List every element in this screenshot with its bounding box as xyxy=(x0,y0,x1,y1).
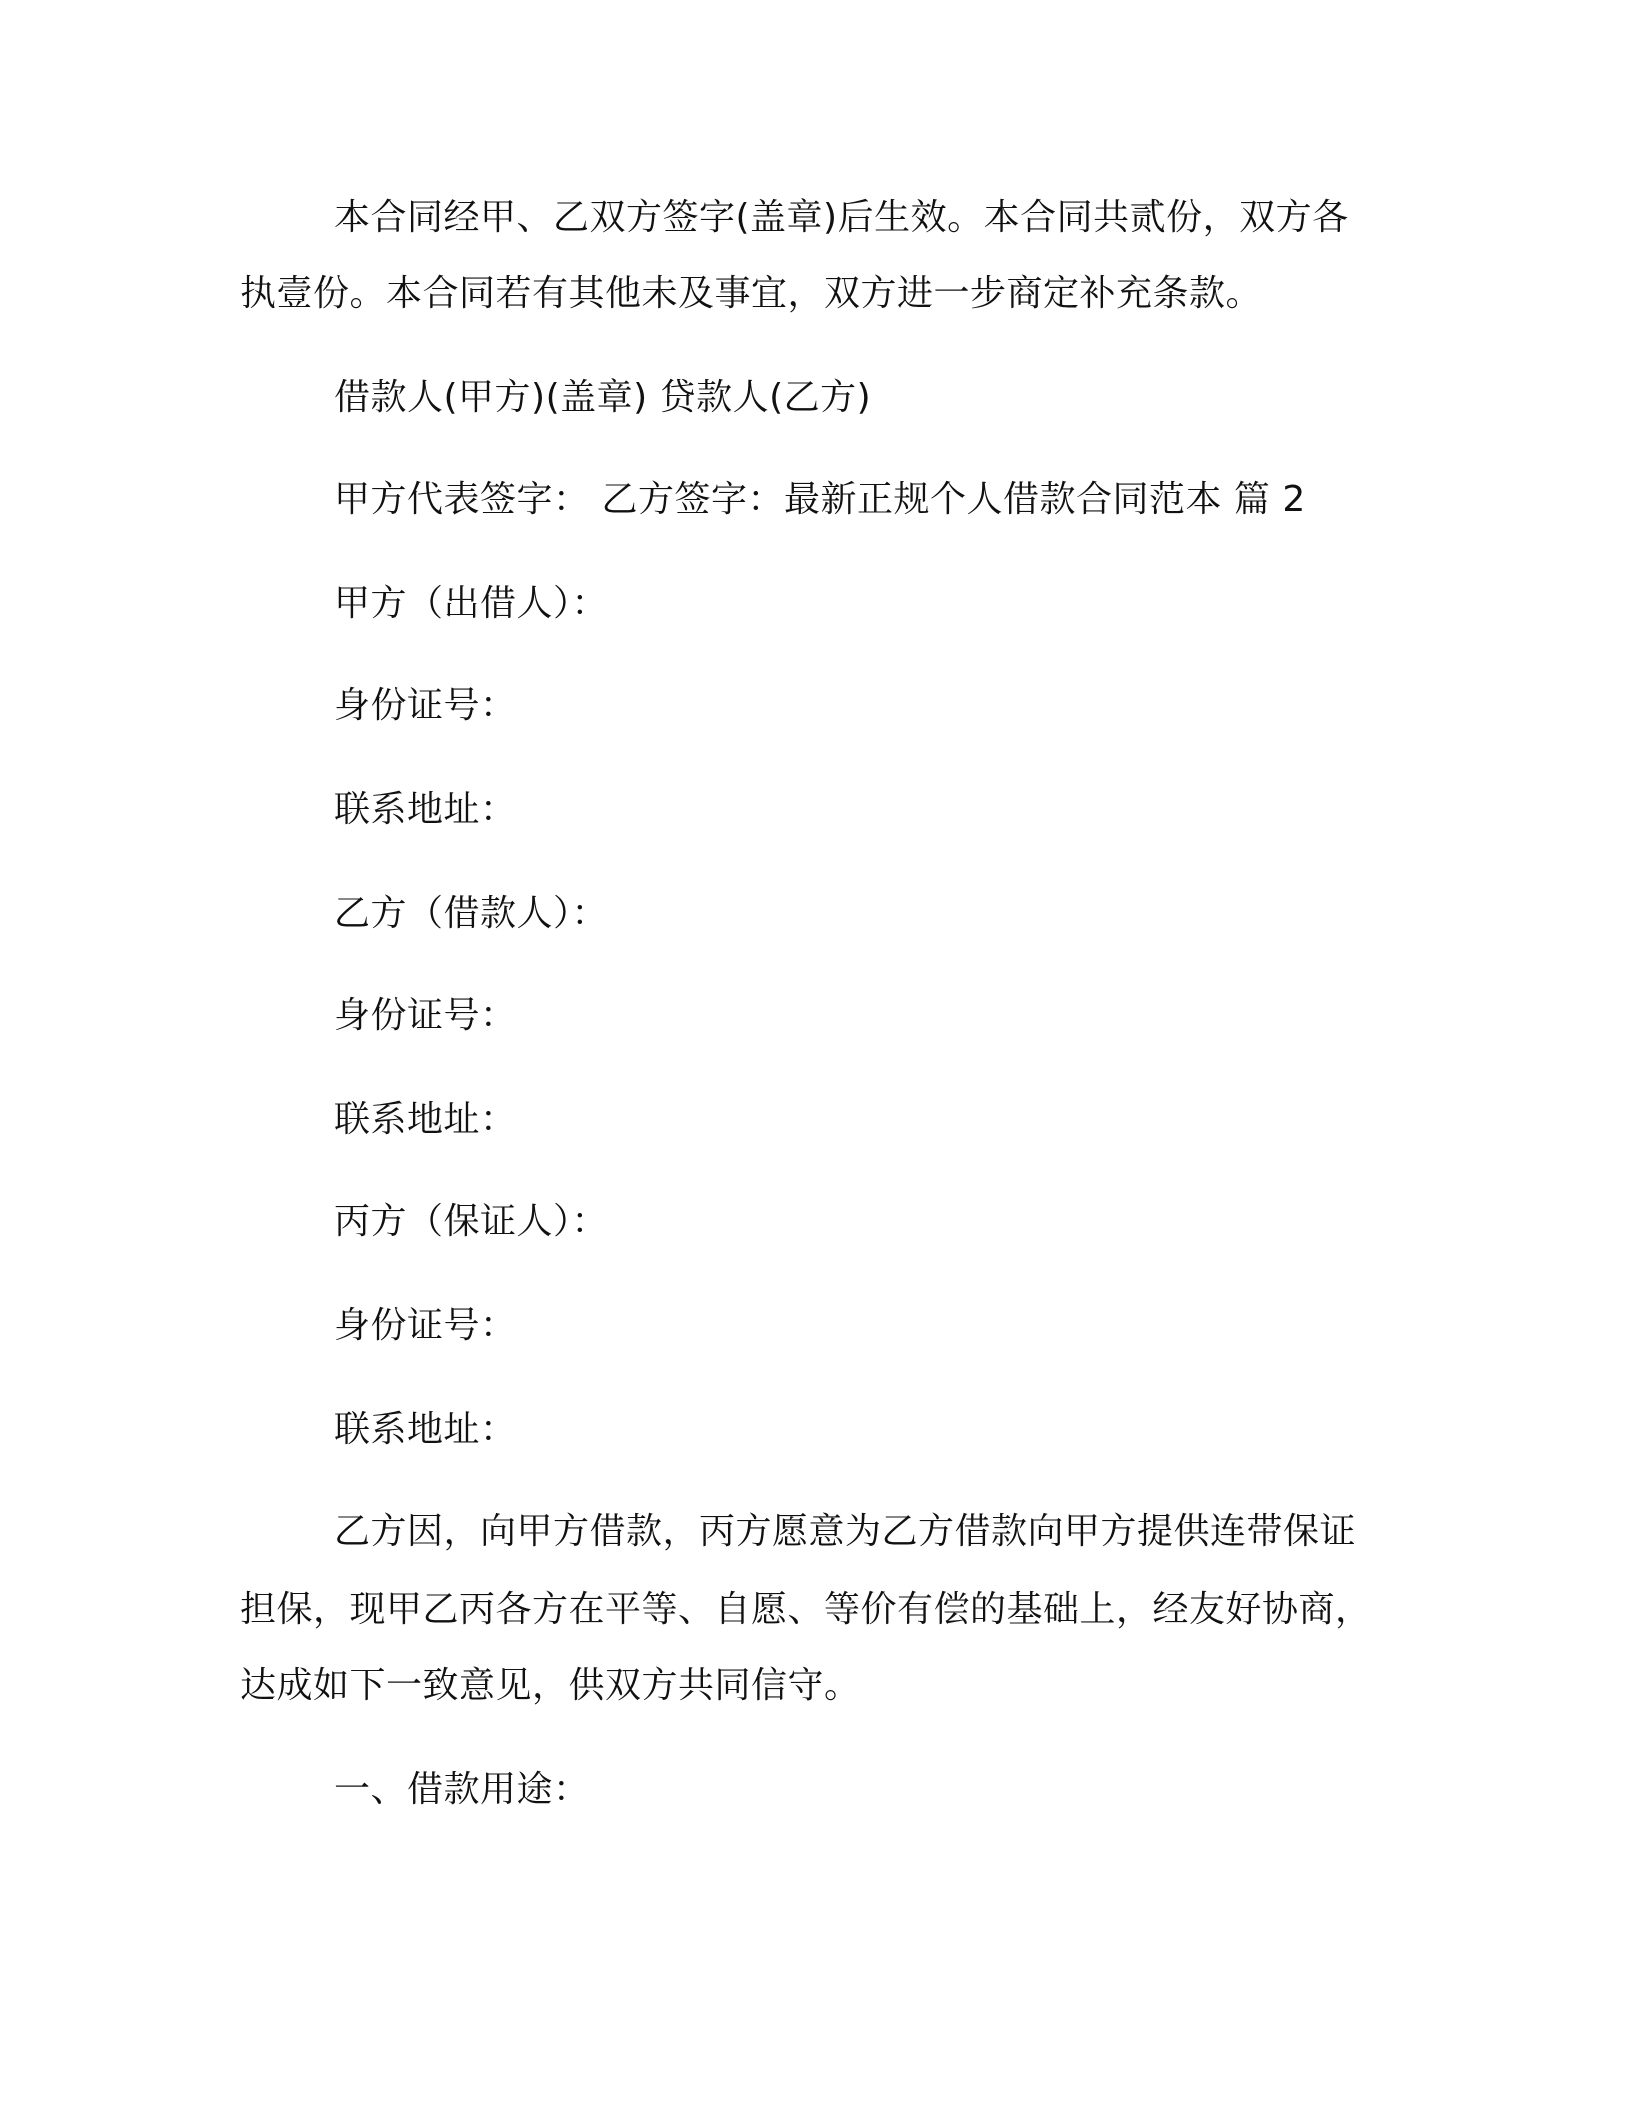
signature-parties: 借款人(甲方)(盖章) 贷款人(乙方) xyxy=(334,377,872,418)
party-b-label: 乙方（借款人）： xyxy=(334,893,609,934)
party-b-address-label: 联系地址： xyxy=(334,1099,517,1140)
preamble-line-3: 达成如下一致意见，供双方共同信守。 xyxy=(240,1665,861,1706)
party-c-id-label: 身份证号： xyxy=(334,1305,517,1346)
effect-paragraph-line-2: 执壹份。本合同若有其他未及事宜，双方进一步商定补充条款。 xyxy=(240,273,1263,314)
effect-paragraph-line-1: 本合同经甲、乙双方签字(盖章)后生效。本合同共贰份，双方各 xyxy=(334,197,1349,238)
signature-line: 甲方代表签字： 乙方签字：最新正规个人借款合同范本 篇 2 xyxy=(334,479,1306,520)
party-a-id-label: 身份证号： xyxy=(334,685,517,726)
party-c-address-label: 联系地址： xyxy=(334,1409,517,1450)
section-1-heading: 一、借款用途： xyxy=(334,1769,590,1810)
party-a-address-label: 联系地址： xyxy=(334,789,517,830)
preamble-line-1: 乙方因，向甲方借款，丙方愿意为乙方借款向甲方提供连带保证 xyxy=(334,1511,1357,1552)
preamble-line-2: 担保，现甲乙丙各方在平等、自愿、等价有偿的基础上，经友好协商， xyxy=(240,1589,1372,1630)
party-c-label: 丙方（保证人）： xyxy=(334,1201,609,1242)
party-b-id-label: 身份证号： xyxy=(334,995,517,1036)
party-a-label: 甲方（出借人）： xyxy=(334,583,609,624)
